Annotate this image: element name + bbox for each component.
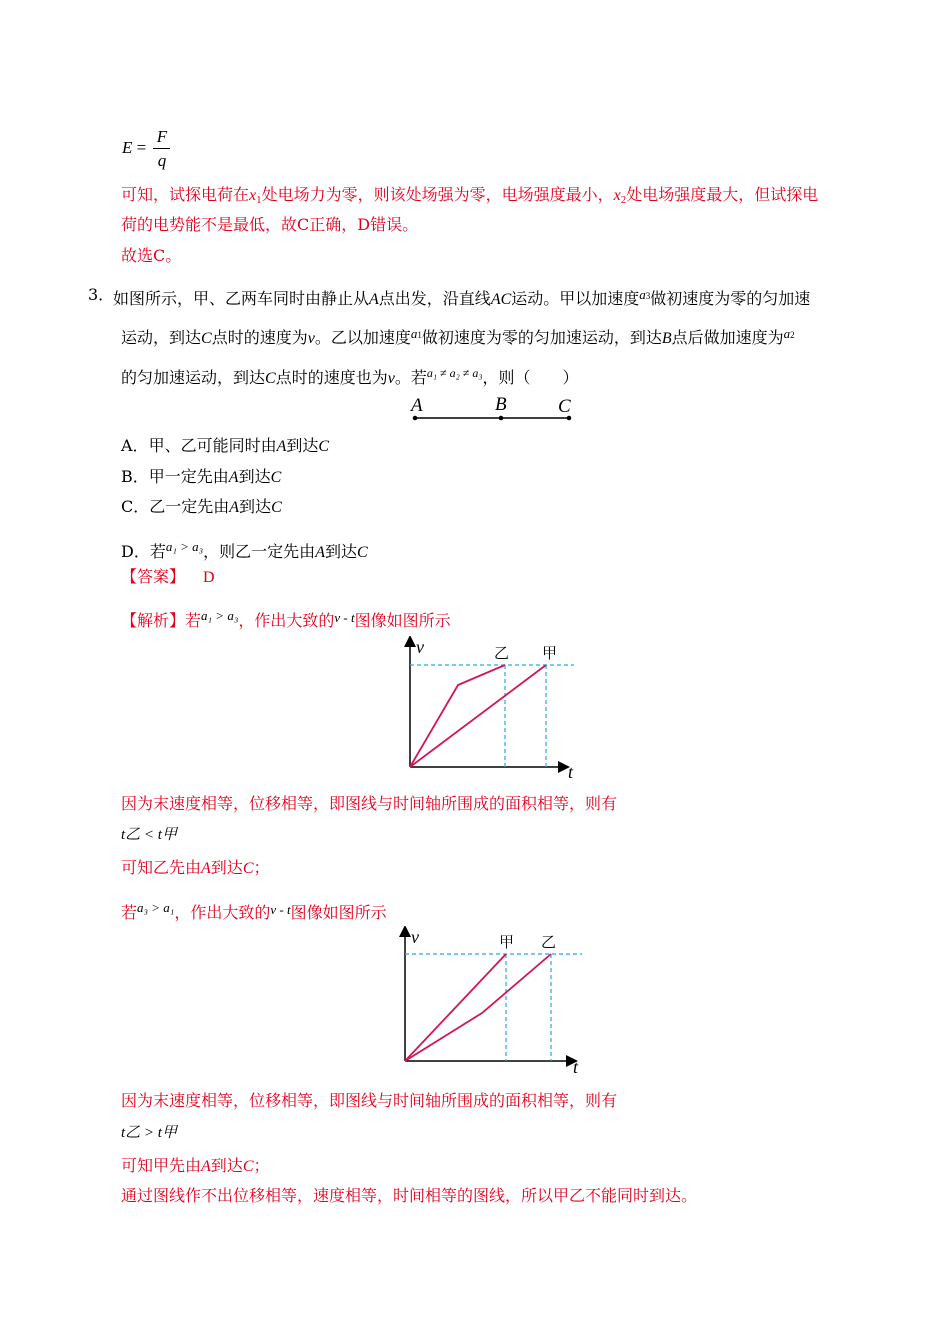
- answer-line: 【答案】 D: [121, 567, 215, 586]
- line-jia: [405, 954, 506, 1061]
- analysis-reason-1: 因为末速度相等，位移相等，即图线与时间轴所围成的面积相等，则有: [121, 794, 618, 813]
- y-axis-label: v: [416, 637, 424, 657]
- line-jia: [410, 665, 546, 767]
- conclusion-2: 可知甲先由A到达C；: [121, 1156, 270, 1175]
- formula-numerator: F: [156, 127, 168, 146]
- option-a: A．甲、乙可能同时由A到达C: [121, 436, 330, 455]
- formula-denominator: q: [157, 151, 167, 170]
- question-line-1: 如图所示，甲、乙两车同时由静止从A点出发，沿直线AC运动。甲以加速度$^{a3}$做初速度为零的匀加速: [113, 287, 811, 308]
- final-conclusion: 通过图线作不出位移相等，速度相等，时间相等的图线，所以甲乙不能同时到达。: [121, 1186, 698, 1205]
- analysis-case2: 若$^{a_3 > a_1}$，作出大致的$^{v - t}$图像如图所示: [121, 900, 387, 922]
- option-c: C．乙一定先由A到达C: [121, 497, 282, 516]
- line-yi: [410, 665, 505, 767]
- question-line-3: 的匀加速运动，到达C点时的速度也为v。若$^{a_1 \ne a_2 \ne a_3}$，则（ ）: [121, 366, 579, 387]
- label-yi: 乙: [494, 646, 510, 662]
- abc-line-diagram: [405, 393, 580, 425]
- point-a: [413, 416, 418, 421]
- label-jia: 甲: [542, 646, 558, 662]
- vt-graph-2: [392, 926, 587, 1076]
- result-1: t乙 < t甲: [121, 827, 177, 843]
- line-yi: [405, 954, 551, 1061]
- label-b: B: [495, 394, 507, 415]
- analysis-case1: 【解析】若$^{a_1 > a_3}$，作出大致的$^{v - t}$图像如图所示: [121, 608, 451, 630]
- vt-graph-1: [398, 636, 584, 784]
- label-c: C: [558, 396, 571, 417]
- analysis-reason-2: 因为末速度相等，位移相等，即图线与时间轴所围成的面积相等，则有: [121, 1091, 618, 1110]
- question-line-2: 运动，到达C点时的速度为v。乙以加速度$^{a1}$做初速度为零的匀加速运动，到达B点后做加速度为$^{a2}$: [121, 326, 795, 347]
- option-d: D．若$^{a_1 > a_3}$，则乙一定先由A到达C: [121, 539, 368, 561]
- conclusion-1: 可知乙先由A到达C；: [121, 858, 270, 877]
- x-axis-label: t: [573, 1057, 579, 1076]
- prev-line-3: 故选C。: [121, 246, 182, 265]
- question-number: 3．: [88, 285, 115, 304]
- formula-lhs: E =: [122, 138, 147, 157]
- option-b: B．甲一定先由A到达C: [121, 467, 282, 486]
- prev-line-1: 可知，试探电荷在$x_1$处电场力为零，则该处场强为零，电场强度最小，$x_2$处电场强度最大，但试探电: [121, 185, 819, 206]
- y-axis-label: v: [411, 927, 419, 947]
- label-jia: 甲: [499, 935, 515, 951]
- label-yi: 乙: [541, 935, 557, 951]
- label-a: A: [411, 395, 423, 416]
- result-2: t乙 > t甲: [121, 1125, 177, 1141]
- prev-line-2: 荷的电势能不是最低，故C正确，D错误。: [121, 215, 419, 234]
- x-axis-label: t: [568, 762, 574, 782]
- point-b: [499, 416, 504, 421]
- fraction-bar: [153, 148, 170, 149]
